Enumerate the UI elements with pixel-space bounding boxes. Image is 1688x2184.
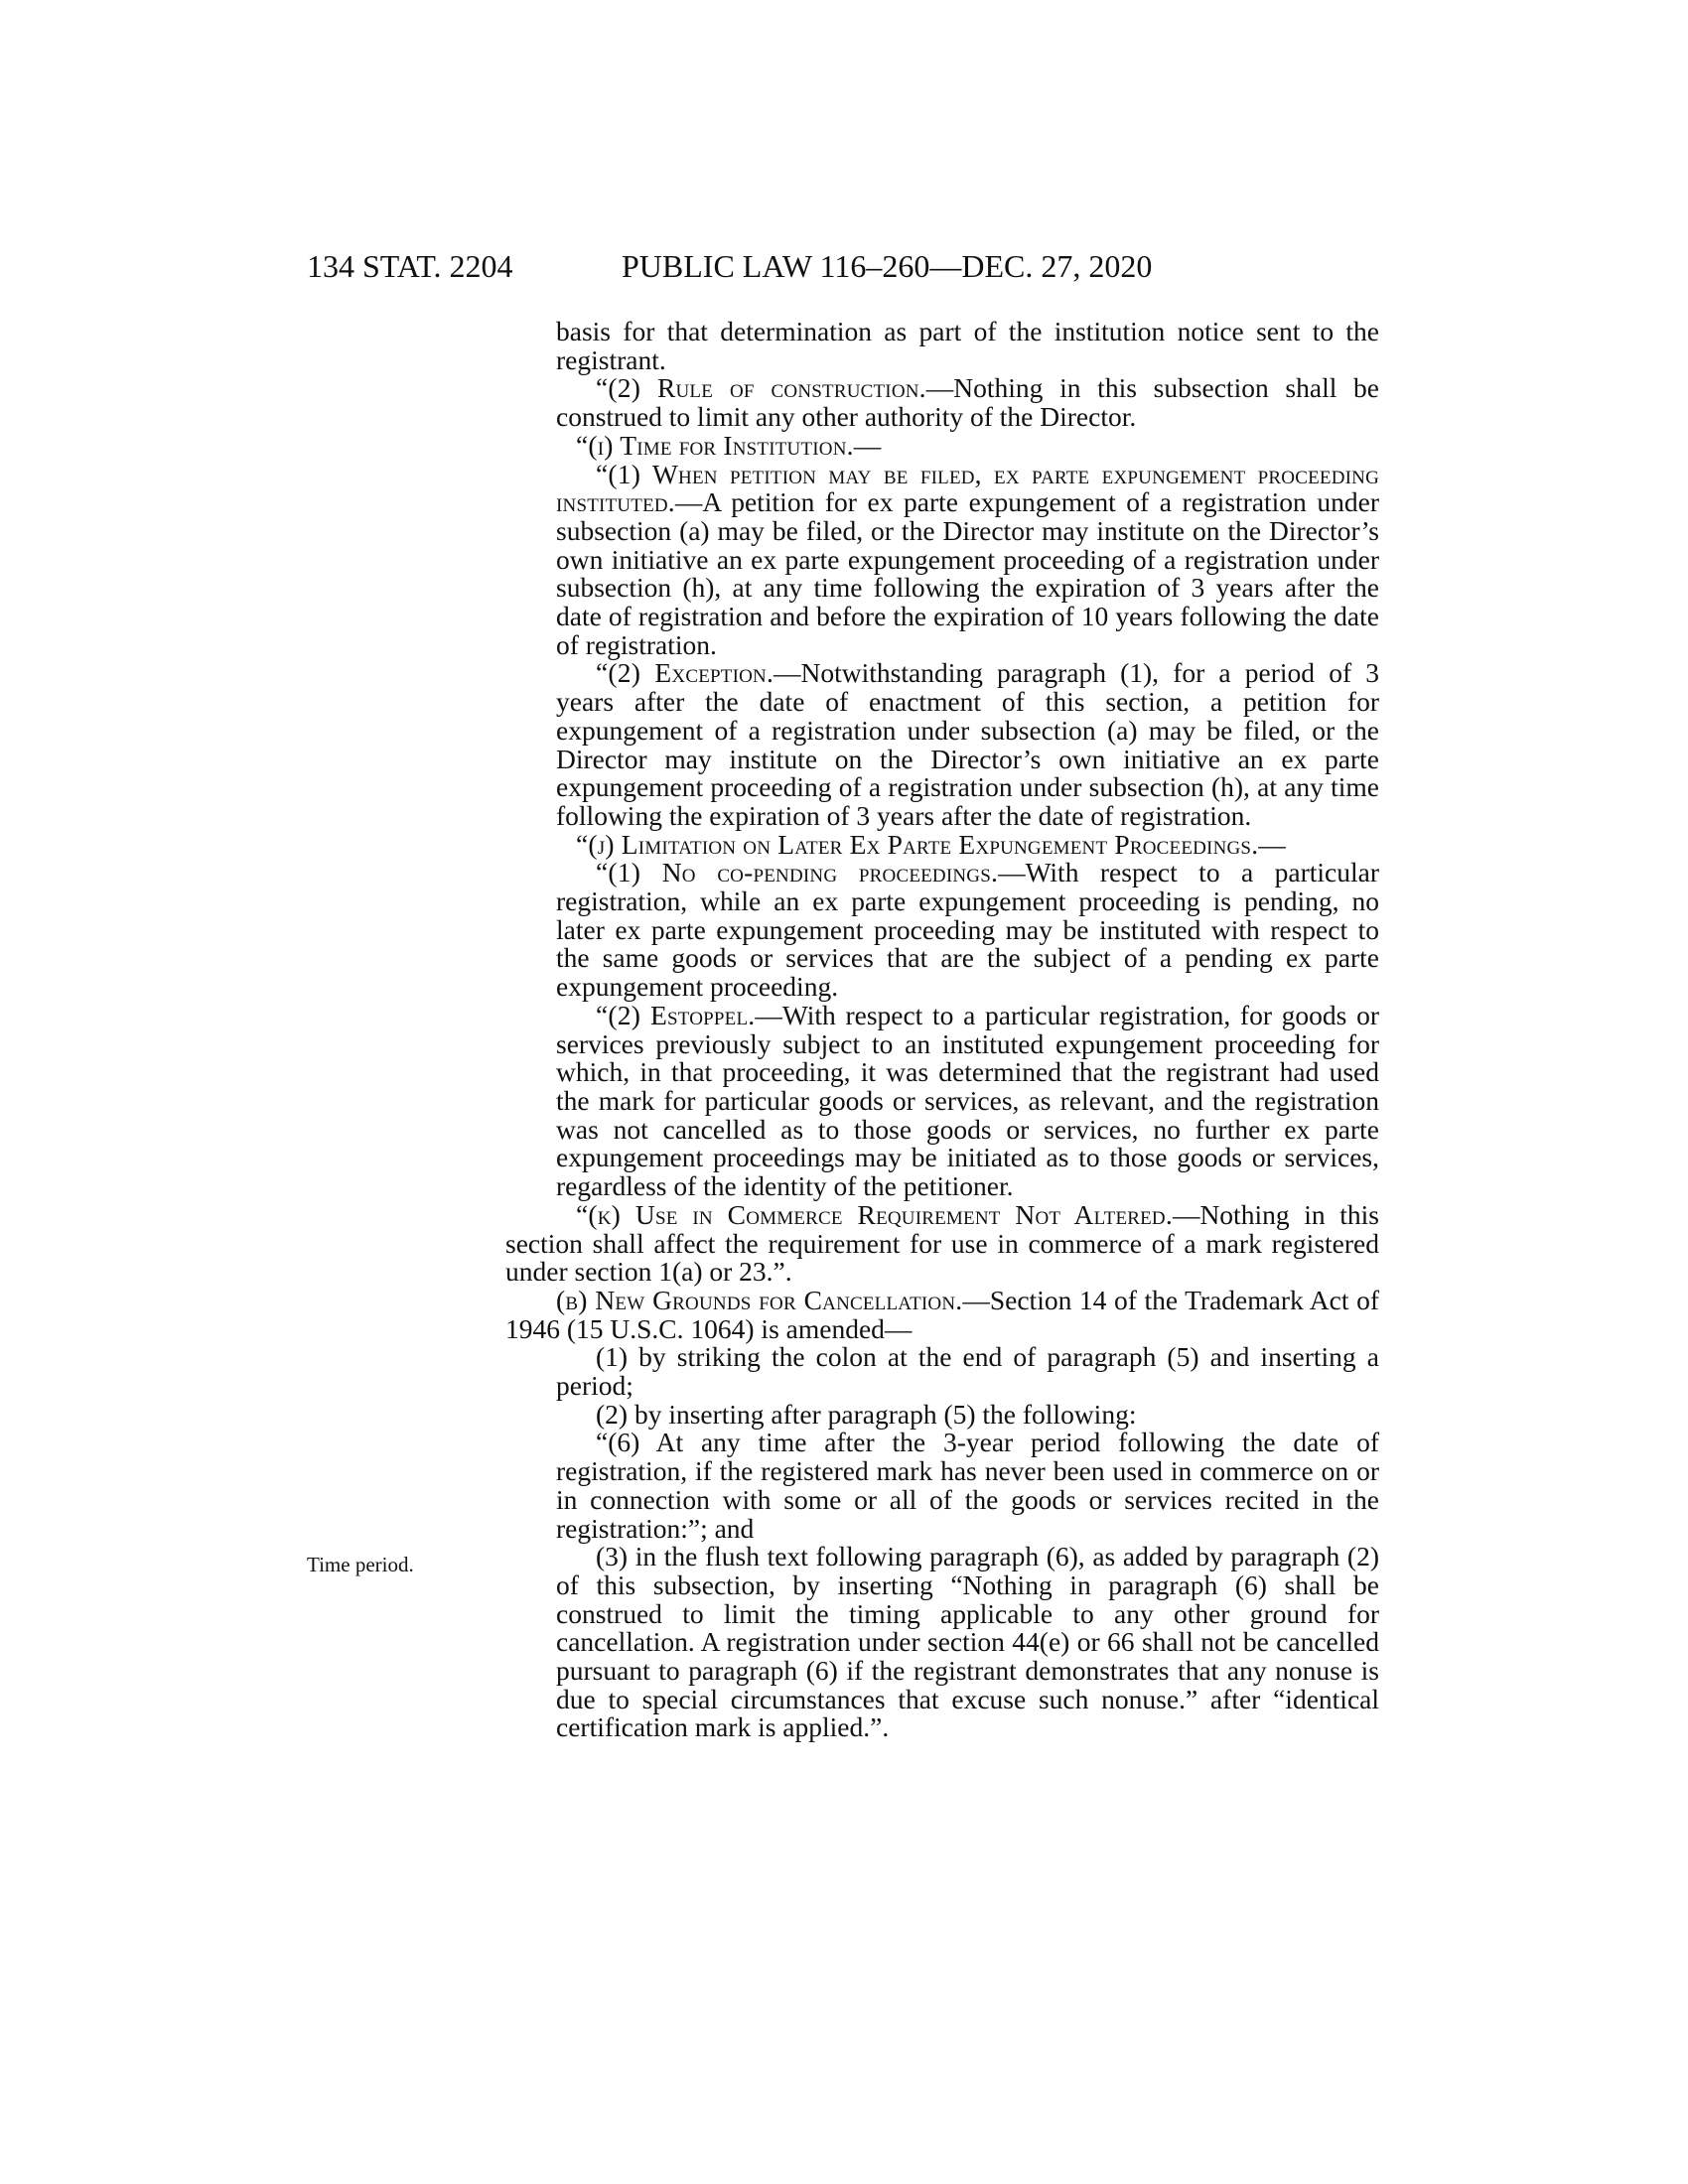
heading-rule-of-construction: “(2) Rule of construction. (596, 372, 926, 404)
paragraph-time-for-institution: “(i) Time for Institution.— (576, 429, 882, 461)
paragraph-amendment-2: (2) by inserting after paragraph (5) the following: (596, 1398, 1137, 1430)
paragraph-basis: basis for that determination as part of the institution notice sent to the registrant. (556, 316, 1379, 375)
margin-note-time-period: Time period. (307, 1553, 414, 1576)
heading-limitation-on-later-proceedings: “(j) Limitation on Later Ex Parte Expungement Proceedings. (576, 828, 1259, 860)
statute-body (505, 318, 1379, 1742)
paragraph-rule-of-construction: “(2) Rule of construction.—Nothing in this subsection shall be construed to limit any other authority of the Director. (556, 372, 1379, 433)
page-header (307, 246, 1320, 286)
paragraph-use-in-commerce: “(k) Use in Commerce Requirement Not Altered.—Nothing in this section shall affect the requirement for use in commerce of a mark registered under section 1(a) or 23.”. (505, 1198, 1379, 1288)
heading-no-co-pending-proceedings: “(1) No co-pending proceedings. (596, 857, 999, 888)
paragraph-exception: “(2) Exception.—Notwithstanding paragraph (1), for a period of 3 years after the date of enactment of this section, a petition for expungement of a registration under subsection (a) may be filed, or the Director may institute on the Director’s own initiative an ex parte expungement proceeding of a registration under subsection (h), at any time following the expiration of 3 years after the date of registration. (556, 657, 1379, 831)
paragraph-amendment-1: (1) by striking the colon at the end of paragraph (5) and inserting a period; (556, 1341, 1379, 1402)
paragraph-limitation-on-later-proceedings: “(j) Limitation on Later Ex Parte Expungement Proceedings.— (576, 828, 1286, 860)
paragraph-estoppel: “(2) Estoppel.—With respect to a particular registration, for goods or services previously subject to an instituted expungement proceeding for which, in that proceeding, it was determined that the registrant had used the mark for particular goods or services, as relevant, and the registration was not cancelled as to those goods or services, no further ex parte expungement proceedings may be initiated as to those goods or services, regardless of the identity of the petitioner. (556, 999, 1379, 1202)
heading-use-in-commerce: “(k) Use in Commerce Requirement Not Altered. (576, 1198, 1173, 1230)
paragraph-when-petition-may-be-filed: “(1) When petition may be filed, ex parte expungement proceeding instituted.—A petition for ex parte expungement of a registration under subsection (a) may be filed, or the Director may institute on the Director’s own initiative an ex parte expungement proceeding of a registration under subsection (h), at any time following the expiration of 3 years after the date of registration and before the expiration of 10 years following the date of registration. (556, 458, 1379, 660)
paragraph-inserted-6: “(6) At any time after the 3-year period following the date of registration, if the registered mark has never been used in commerce on or in connection with some or all of the goods or services recited in the registration:”; and (556, 1427, 1379, 1544)
heading-exception: “(2) Exception. (596, 657, 774, 689)
heading-estoppel: “(2) Estoppel. (596, 999, 756, 1030)
heading-time-for-institution: “(i) Time for Institution. (576, 429, 854, 461)
paragraph-no-co-pending-proceedings: “(1) No co-pending proceedings.—With respect to a particular registration, while an ex parte expungement proceeding is pending, no later ex parte expungement proceeding may be instituted with respect to the same goods or services that are the subject of a pending ex parte expungement proceeding. (556, 857, 1379, 1003)
stat-page-number: 134 STAT. 2204 (307, 248, 513, 284)
paragraph-new-grounds-for-cancellation: (b) New Grounds for Cancellation.—Section 14 of the Trademark Act of 1946 (15 U.S.C. 1064) is amended— (505, 1284, 1379, 1344)
heading-when-petition-may-be-filed: “(1) When petition may be filed, ex parte expungement proceeding instituted. (556, 458, 1379, 518)
running-head: PUBLIC LAW 116–260—DEC. 27, 2020 (622, 248, 1153, 284)
paragraph-amendment-3: (3) in the flush text following paragraph (6), as added by paragraph (2) of this subsection, by inserting “Nothing in paragraph (6) shall be construed to limit the timing applicable to any other ground for cancellation. A registration under section 44(e) or 66 shall not be cancelled pursuant to paragraph (6) if the registrant demonstrates that any nonuse is due to special circumstances that excuse such nonuse.” after “identical certification mark is applied.”. (556, 1541, 1379, 1743)
heading-new-grounds-for-cancellation: (b) New Grounds for Cancellation. (556, 1284, 963, 1315)
